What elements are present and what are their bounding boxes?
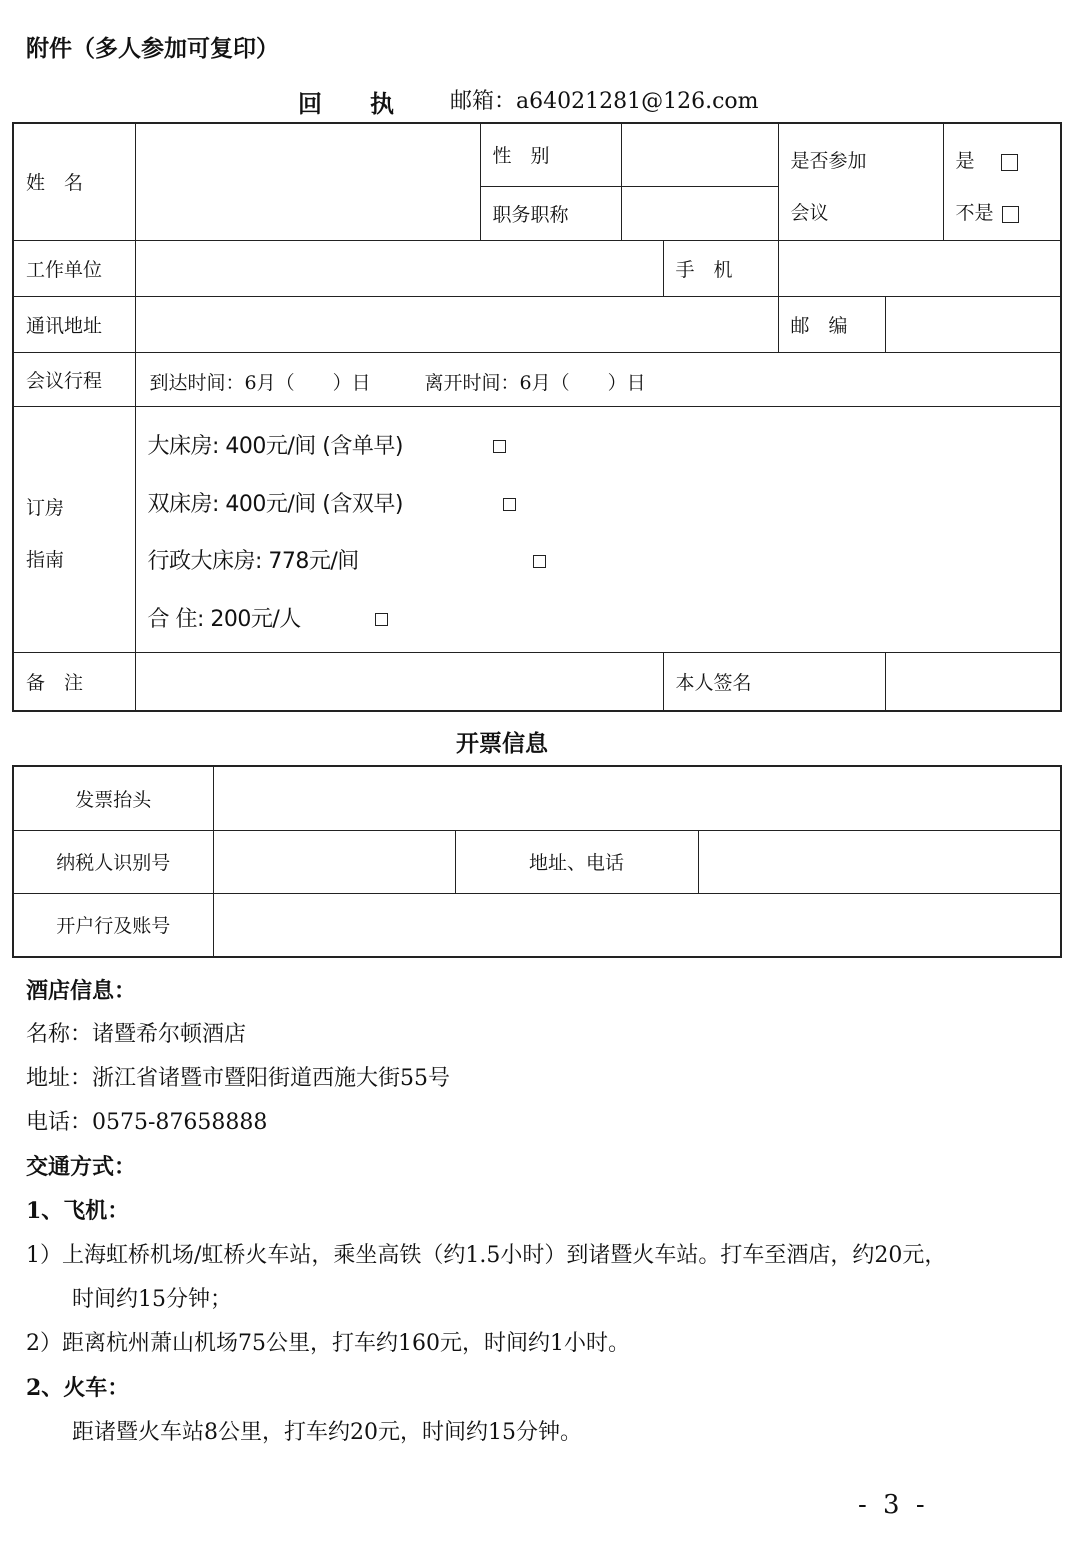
invoice-header-input[interactable]: [213, 766, 1061, 830]
gender-input-cell[interactable]: [621, 123, 778, 186]
address-phone-label: 地址、电话: [528, 852, 624, 874]
schedule-label-cell: [13, 352, 135, 406]
transport-heading: 交通方式：: [26, 1154, 137, 1180]
address-phone-input[interactable]: [698, 830, 1061, 893]
room-option-label: 行政大床房: 778元/间: [147, 548, 359, 574]
postcode-label: 邮 编: [790, 314, 848, 337]
mobile-label: 手 机: [675, 258, 733, 281]
email-value: a64021281@126.com: [516, 89, 759, 114]
arrival-time[interactable]: 到达时间：6月（ ）日: [149, 371, 371, 394]
bank-label-cell: [13, 893, 213, 957]
booking-options-cell: [135, 406, 1061, 652]
name-label-cell: [13, 123, 135, 240]
address-phone-label-cell: [455, 830, 698, 893]
no-checkbox[interactable]: [1002, 206, 1019, 223]
attend-options-cell: [943, 123, 1061, 240]
hotel-name: 名称：诸暨希尔顿酒店: [26, 1022, 247, 1047]
postcode-label-cell: [778, 296, 885, 352]
invoice-header-label-cell: [13, 766, 213, 830]
workplace-input-cell[interactable]: [135, 240, 663, 296]
departure-time[interactable]: 离开时间：6月（ ）日: [424, 371, 646, 394]
room-option-twin[interactable]: [148, 487, 403, 518]
plane-item-1: 1）上海虹桥机场/虹桥火车站，乘坐高铁（约1.5小时）到诸暨火车站。打车至酒店，约20元，: [26, 1243, 947, 1268]
page-number: - 3 -: [858, 1490, 929, 1520]
train-heading: 2、火车：: [26, 1375, 130, 1401]
booking-label-line2: 指南: [26, 548, 65, 571]
remarks-label: 备 注: [26, 671, 84, 694]
taxpayer-label-cell: [13, 830, 213, 893]
yes-checkbox[interactable]: [1001, 154, 1018, 171]
signature-label-cell: [663, 652, 885, 711]
attend-label-line2: 会议: [790, 202, 829, 224]
booking-label-line1: 订房: [26, 496, 65, 519]
attachment-title: 附件（多人参加可复印）: [26, 35, 279, 62]
gender-label-cell: [480, 123, 621, 186]
yes-label: 是: [955, 150, 975, 172]
room-checkbox-king[interactable]: [493, 440, 506, 453]
attend-no-option[interactable]: [956, 198, 1019, 225]
hotel-heading: 酒店信息：: [26, 978, 137, 1004]
mobile-label-cell: [663, 240, 778, 296]
position-label: 职务职称: [492, 203, 569, 226]
schedule-label: 会议行程: [26, 369, 103, 392]
schedule-cell[interactable]: [135, 352, 1061, 406]
room-option-shared[interactable]: [148, 602, 301, 633]
plane-heading: 1、飞机：: [26, 1198, 130, 1224]
train-item: 距诸暨火车站8公里，打车约20元，时间约15分钟。: [72, 1420, 582, 1445]
gender-label: 性 别: [492, 145, 550, 168]
email-line: [450, 84, 759, 115]
plane-item-1-cont: 时间约15分钟；: [72, 1287, 232, 1312]
room-checkbox-shared[interactable]: [375, 613, 388, 626]
remarks-label-cell: [13, 652, 135, 711]
bank-label: 开户行及账号: [56, 915, 171, 938]
address-label: 通讯地址: [26, 314, 103, 337]
taxpayer-input[interactable]: [213, 830, 455, 893]
name-input-cell[interactable]: [135, 123, 480, 240]
room-option-label: 双床房: 400元/间 (含双早): [147, 491, 403, 517]
attend-yes-option[interactable]: [956, 146, 1018, 173]
hotel-address: 地址：浙江省诸暨市暨阳街道西施大街55号: [26, 1066, 450, 1091]
room-option-label: 大床房: 400元/间 (含单早): [147, 433, 403, 459]
attend-label-cell: [778, 123, 943, 240]
signature-label: 本人签名: [675, 671, 752, 694]
signature-input-cell[interactable]: [885, 652, 1061, 711]
room-option-label: 合 住: 200元/人: [147, 606, 301, 632]
room-option-king[interactable]: [148, 429, 403, 460]
registration-form: [12, 122, 1062, 712]
receipt-title: 回 执: [298, 89, 394, 118]
bank-input[interactable]: [213, 893, 1061, 957]
position-label-cell: [480, 186, 621, 240]
workplace-label-cell: [13, 240, 135, 296]
no-label: 不是: [955, 202, 994, 224]
address-input-cell[interactable]: [135, 296, 778, 352]
hotel-phone: 电话：0575-87658888: [26, 1110, 268, 1135]
workplace-label: 工作单位: [26, 258, 103, 281]
attend-label-line1: 是否参加: [790, 150, 867, 172]
taxpayer-label: 纳税人识别号: [56, 852, 171, 874]
postcode-input-cell[interactable]: [885, 296, 1061, 352]
email-label: 邮箱：: [450, 89, 517, 114]
position-input-cell[interactable]: [621, 186, 778, 240]
plane-item-2: 2）距离杭州萧山机场75公里，打车约160元，时间约1小时。: [26, 1331, 630, 1356]
name-label: 姓 名: [26, 172, 84, 195]
invoice-title: 开票信息: [456, 730, 548, 757]
room-checkbox-executive[interactable]: [533, 555, 546, 568]
mobile-input-cell[interactable]: [778, 240, 1061, 296]
room-checkbox-twin[interactable]: [503, 498, 516, 511]
address-label-cell: [13, 296, 135, 352]
booking-label-cell: [13, 406, 135, 652]
remarks-input-cell[interactable]: [135, 652, 663, 711]
room-option-executive[interactable]: [148, 544, 359, 575]
invoice-table: [12, 765, 1062, 958]
invoice-header-label: 发票抬头: [75, 788, 152, 811]
